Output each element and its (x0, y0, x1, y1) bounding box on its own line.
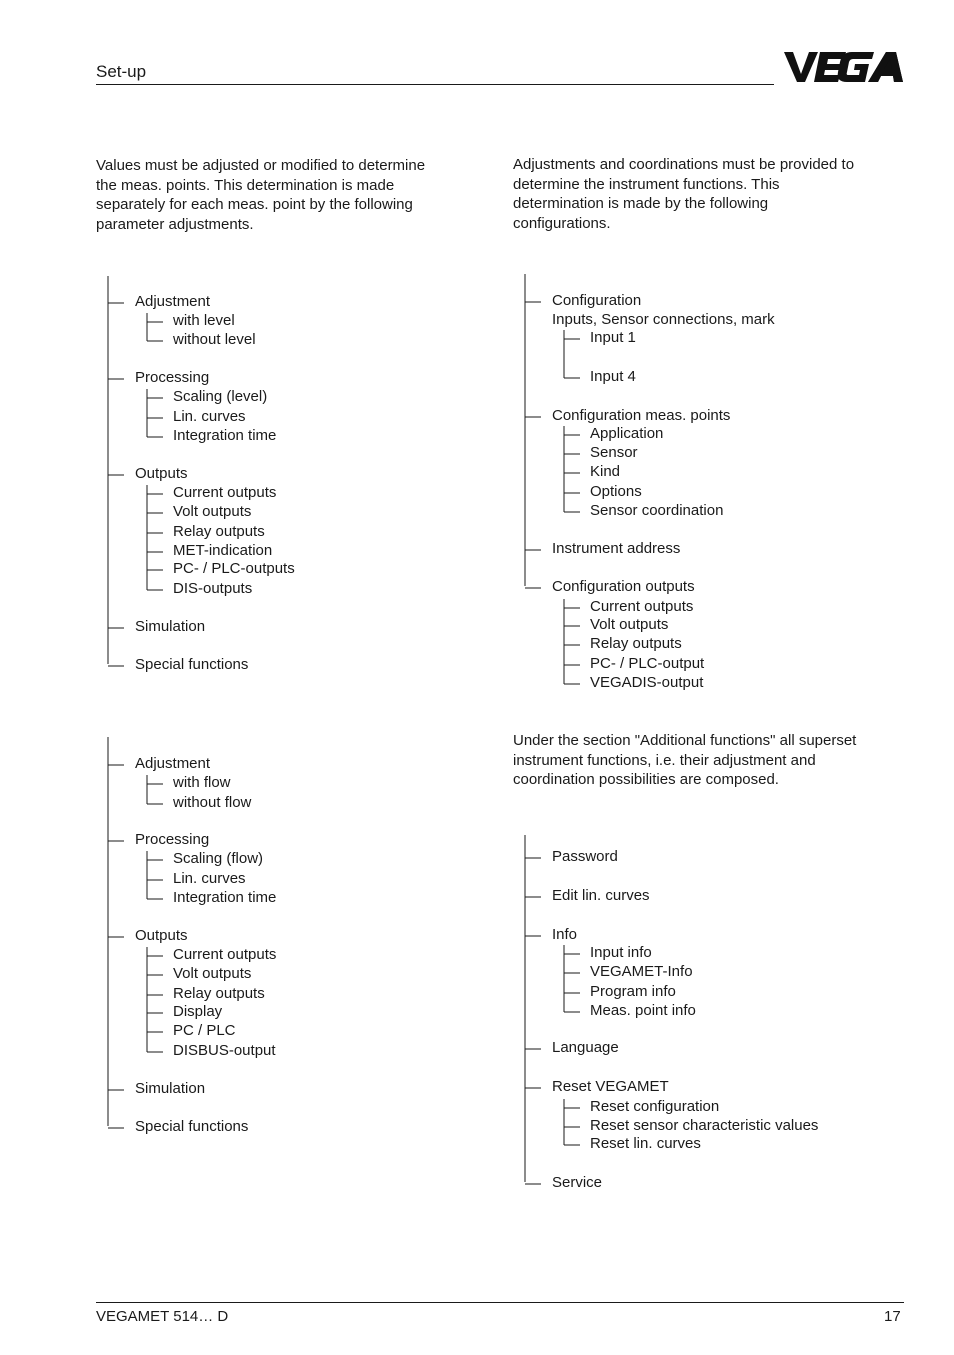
tree-item: Simulation (135, 618, 206, 635)
tree-subitem: Input info (590, 944, 652, 961)
intro-text-configuration: Adjustments and coordinations must be provided to determine the instrument functions. This determination is made by the following configurations. (513, 156, 855, 232)
tree-subitem: PC- / PLC-output (590, 655, 705, 672)
intro-text-measurement: Values must be adjusted or modified to determine the meas. points. This determination is made separately for each meas. point by the following parameter adjustments. (96, 157, 426, 233)
tree-subitem: PC- / PLC-outputs (173, 560, 295, 577)
tree-subitem: without level (173, 331, 256, 348)
tree-subitem: Display (173, 1003, 223, 1020)
tree-subitem: Current outputs (590, 598, 694, 615)
tree-subitem: MET-indication (173, 542, 273, 559)
tree-subitem: Reset sensor characteristic values (590, 1117, 819, 1134)
footer-rule (96, 1302, 904, 1303)
tree-subitem: DISBUS-output (173, 1042, 276, 1059)
tree-item: Reset VEGAMET (552, 1078, 669, 1095)
tree-item-sublabel: Inputs, Sensor connections, mark (552, 311, 775, 328)
tree-subitem: PC / PLC (173, 1022, 236, 1039)
tree-subitem: Kind (590, 463, 621, 480)
tree-subitem: VEGADIS-output (590, 674, 704, 691)
tree-item: Configuration (552, 292, 642, 309)
tree-subitem: Integration time (173, 427, 277, 444)
tree-item: Adjustment (135, 293, 211, 310)
tree-subitem: Input 4 (590, 368, 636, 385)
page-title: Set-up (96, 62, 147, 81)
tree-subitem: DIS-outputs (173, 580, 253, 597)
tree-subitem: Volt outputs (173, 965, 252, 982)
tree-item: Configuration meas. points (552, 407, 731, 424)
tree-item: Outputs (135, 465, 188, 482)
tree-item: Simulation (135, 1080, 206, 1097)
tree-subitem: Meas. point info (590, 1002, 696, 1019)
tree-subitem: with level (173, 312, 235, 329)
tree-subitem: Volt outputs (173, 503, 252, 520)
tree-item: Special functions (135, 656, 249, 673)
tree-item: Processing (135, 369, 210, 386)
tree-item: Service (552, 1174, 603, 1191)
tree-subitem: without flow (173, 794, 252, 811)
tree-item: Outputs (135, 927, 188, 944)
tree-subitem: Lin. curves (173, 408, 246, 425)
tree-subitem: Sensor coordination (590, 502, 724, 519)
tree-item: Instrument address (552, 540, 681, 557)
tree-subitem: Program info (590, 983, 676, 1000)
intro-text-additional-functions: Under the section "Additional functions" all superset instrument functions, i.e. their adjustment and coordination possibilities are composed. (513, 732, 857, 788)
tree-subitem: Relay outputs (590, 635, 682, 652)
tree-subitem: Relay outputs (173, 523, 265, 540)
tree-subitem: Volt outputs (590, 616, 669, 633)
tree-subitem: VEGAMET-Info (590, 963, 693, 980)
tree-item: Special functions (135, 1118, 249, 1135)
tree-item: Adjustment (135, 755, 211, 772)
tree-subitem: Scaling (level) (173, 388, 268, 405)
tree-item: Processing (135, 831, 210, 848)
tree-subitem: Sensor (590, 444, 638, 461)
tree-subitem: Scaling (flow) (173, 850, 264, 867)
tree-subitem: Application (590, 425, 664, 442)
tree-item: Configuration outputs (552, 578, 695, 595)
tree-item: Password (552, 848, 618, 865)
tree-subitem: Integration time (173, 889, 277, 906)
tree-item: Edit lin. curves (552, 887, 650, 904)
tree-subitem: Reset lin. curves (590, 1135, 701, 1152)
page-number: 17 (884, 1308, 901, 1325)
tree-subitem: Current outputs (173, 946, 277, 963)
tree-subitem: Current outputs (173, 484, 277, 501)
tree-item: Info (552, 926, 578, 943)
tree-subitem: Relay outputs (173, 985, 265, 1002)
footer-document-name: VEGAMET 514… D (96, 1308, 229, 1325)
tree-subitem: with flow (173, 774, 231, 791)
tree-subitem: Lin. curves (173, 870, 246, 887)
tree-subitem: Reset configuration (590, 1098, 720, 1115)
tree-item: Language (552, 1039, 619, 1056)
tree-subitem: Options (590, 483, 642, 500)
tree-subitem: Input 1 (590, 329, 636, 346)
